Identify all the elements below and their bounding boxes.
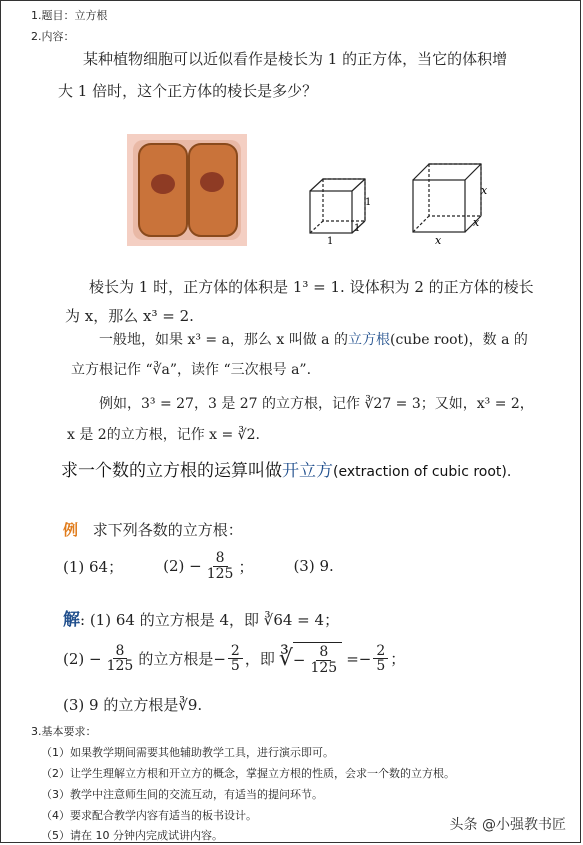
content-label: 2.内容： <box>31 30 75 43</box>
definition-text: (extraction of cubic root). <box>333 464 512 480</box>
requirement-item: （1）如果教学期间需要其他辅助教学工具，进行演示即可。 <box>41 746 334 759</box>
definition-text: 求一个数的立方根的运算叫做 <box>61 461 282 481</box>
definition-text: (cube root)，数 a 的 <box>389 332 528 348</box>
example-item-1: (1) 64； <box>63 557 124 576</box>
unit-cube-diagram <box>305 173 379 247</box>
definition-line <box>61 456 511 481</box>
solution-text: : (1) 64 的立方根是 4，即 ∛64 = 4； <box>80 611 340 629</box>
solution-text: ，即 <box>244 650 275 669</box>
example-item-3: (3) 9. <box>293 557 334 576</box>
problem-line-1: 某种植物细胞可以近似看作是棱长为 1 的正方体，当它的体积增 <box>83 50 508 68</box>
plant-cell-illustration <box>127 134 247 246</box>
example-label: 例 <box>63 521 79 539</box>
cube-edge-label: 1 <box>354 223 361 234</box>
cube-edge-label: 1 <box>327 236 334 247</box>
requirement-item: （3）教学中注意师生间的交流互动，有适当的提问环节。 <box>41 788 323 801</box>
cube-edge-label: 1 <box>365 197 372 208</box>
requirement-item: （5）请在 10 分钟内完成试讲内容。 <box>41 829 223 842</box>
requirement-item: （2）让学生理解立方根和开立方的概念，掌握立方根的性质，会求一个数的立方根。 <box>41 767 455 780</box>
definition-text: 一般地，如果 x³ = a，那么 x 叫做 a 的 <box>99 332 348 348</box>
fraction: $\frac{8}{125}$ <box>106 642 134 675</box>
solution-line-3: (3) 9 的立方根是∛9. <box>63 696 203 714</box>
text-paragraph-3a: 例如，3³ = 27，3 是 27 的立方根，记作 ∛27 = 3；又如，x³ = 2， <box>99 396 534 412</box>
doubled-cube-diagram <box>407 158 489 246</box>
cube-edge-label: x <box>473 216 480 229</box>
text-paragraph-3b: x 是 2的立方根，记作 x = ∛2. <box>67 427 260 443</box>
solution-line-1 <box>63 605 339 630</box>
watermark-text: 头条 @小强教书匠 <box>449 817 566 833</box>
solution-text: 的立方根是− <box>138 650 226 669</box>
solution-label: 解 <box>63 610 80 630</box>
requirement-item: （4）要求配合教学内容有适当的板书设计。 <box>41 809 257 822</box>
solution-line-2 <box>63 642 405 675</box>
solution-text: (2) − <box>63 649 102 668</box>
example-item-2-end: ； <box>238 557 254 576</box>
solution-text: =− <box>346 649 372 668</box>
problem-line-2: 大 1 倍时，这个正方体的棱长是多少？ <box>58 82 318 100</box>
example-prompt: 求下列各数的立方根： <box>92 521 243 539</box>
fraction: $\frac{8}{125}$ <box>206 550 234 582</box>
title-line: 1.题目：立方根 <box>31 9 108 22</box>
cube-root-sign: ∛ <box>278 646 293 672</box>
cube-edge-label: x <box>435 234 442 246</box>
fraction: $\frac{8}{125}$ <box>310 644 338 676</box>
fraction: $\frac{2}{5}$ <box>228 644 243 674</box>
fraction: $\frac{2}{5}$ <box>373 644 388 674</box>
cube-edge-label: x <box>481 184 488 197</box>
example-item-2: (2) − <box>163 557 202 576</box>
example-heading <box>63 519 243 540</box>
radicand: − $\frac{8}{125}$ <box>293 642 342 675</box>
extraction-term: 开立方 <box>282 461 333 481</box>
text-paragraph-2a <box>99 329 528 349</box>
text-paragraph-1b: 为 x，那么 x³ = 2. <box>65 307 194 325</box>
cube-root-term: 立方根 <box>347 332 390 348</box>
text-paragraph-2b: 立方根记作 “∛a”，读作 “三次根号 a”. <box>71 362 312 378</box>
text-paragraph-1a: 棱长为 1 时，正方体的体积是 1³ = 1. 设体积为 2 的正方体的棱长 <box>89 278 534 296</box>
requirements-title: 3.基本要求： <box>31 725 97 738</box>
solution-text: ； <box>390 650 406 669</box>
example-items <box>63 551 334 581</box>
